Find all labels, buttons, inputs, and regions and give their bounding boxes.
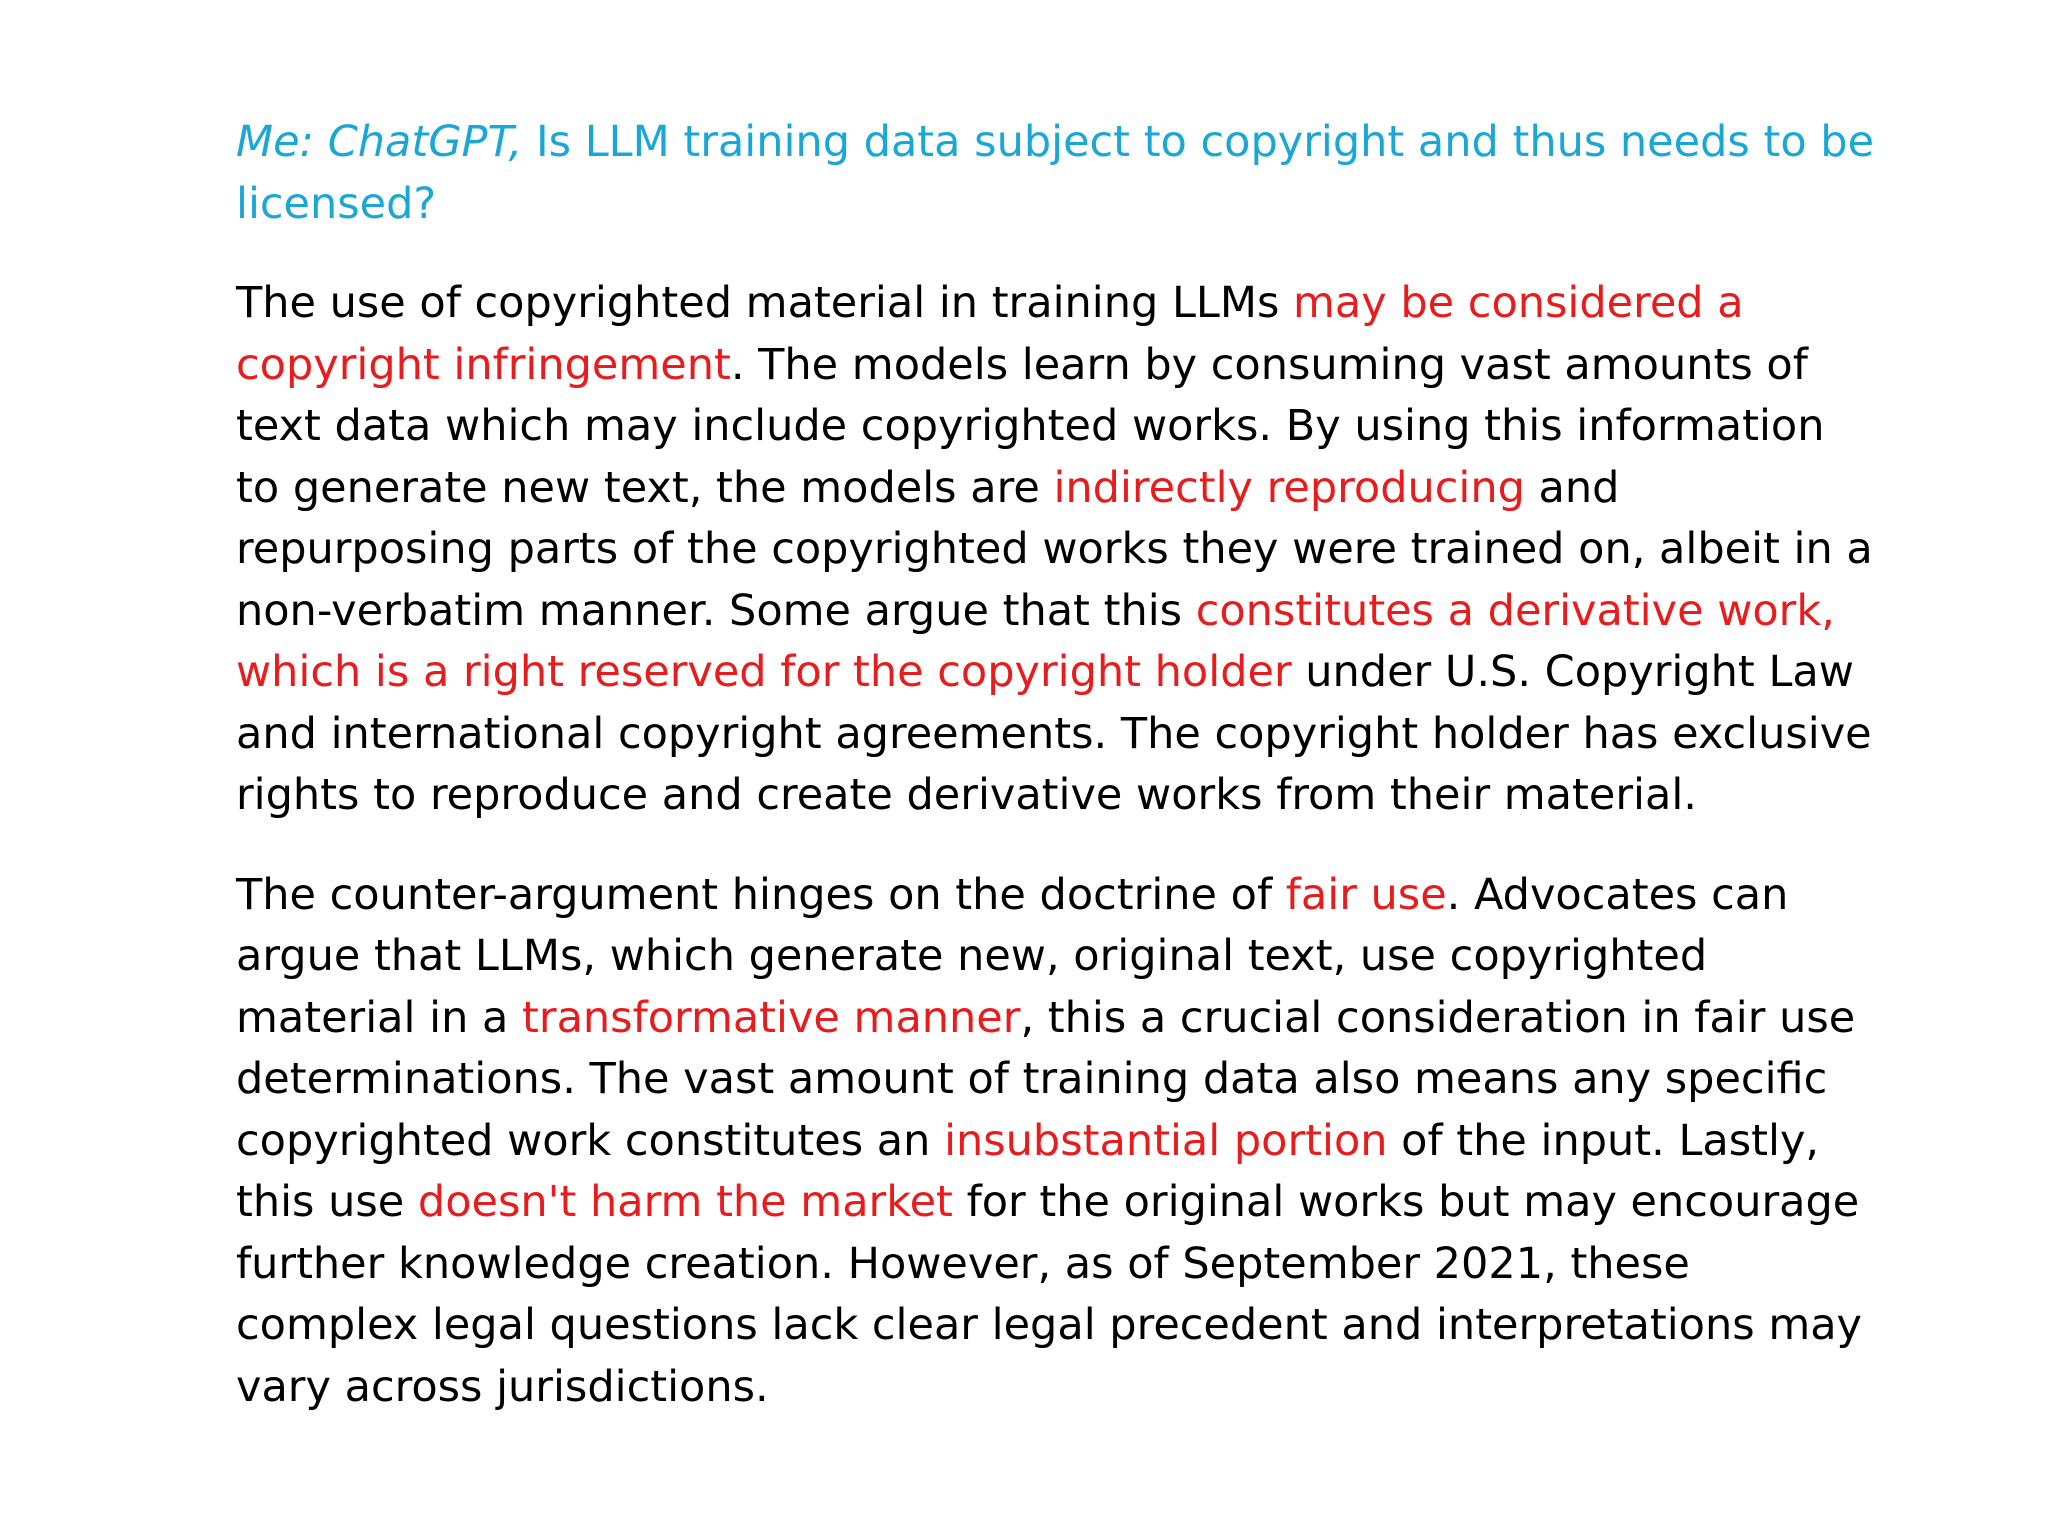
user-question xyxy=(236,112,1876,235)
p2-highlight-1: fair use xyxy=(1285,869,1447,920)
p2-highlight-4: doesn't harm the market xyxy=(417,1177,953,1227)
p2-highlight-3: insubstantial portion xyxy=(944,1115,1388,1166)
p1-highlight-1: may be considered a copyright infringement xyxy=(236,278,1744,390)
p1-highlight-3: constitutes a derivative work, which is a right reserved for the copyright holder xyxy=(236,585,1835,697)
p1-text-1: The use of copyrighted material in training LLMs xyxy=(236,278,1294,328)
p2-text-5: for the original works but may encourage further knowledge creation. However, as of September 2021, these complex legal questions lack clear legal precedent and interpretations may vary across jurisdictions. xyxy=(236,1177,1863,1412)
slide-content xyxy=(236,112,1876,1456)
question-speaker: Me: ChatGPT, xyxy=(236,117,523,167)
answer-paragraph-1 xyxy=(236,273,1876,827)
p1-text-2: . The models learn by consuming vast amounts of text data which may include copyrighted works. By using this information to generate new text, the models are xyxy=(236,339,1825,513)
p2-text-1: The counter-argument hinges on the doctrine of xyxy=(236,869,1286,920)
p2-highlight-2: transformative manner xyxy=(522,992,1021,1043)
p1-text-3: and repurposing parts of the copyrighted works they were trained on, albeit in a non-verbatim manner. Some argue that this xyxy=(236,462,1873,636)
question-text: Is LLM training data subject to copyright and thus needs to be licensed? xyxy=(236,117,1875,229)
p2-text-2: . Advocates can argue that LLMs, which generate new, original text, use copyrighted material in a xyxy=(236,869,1789,1043)
p1-highlight-2: indirectly reproducing xyxy=(1053,462,1525,513)
p1-text-4: under U.S. Copyright Law and international copyright agreements. The copyright holder has exclusive rights to reproduce and create derivative works from their material. xyxy=(236,647,1872,820)
answer-paragraph-2 xyxy=(236,865,1876,1419)
p2-text-3: , this a crucial consideration in fair use determinations. The vast amount of training data also means any specific copyrighted work constitutes an xyxy=(236,992,1856,1166)
p2-text-4: of the input. Lastly, this use xyxy=(236,1115,1820,1227)
